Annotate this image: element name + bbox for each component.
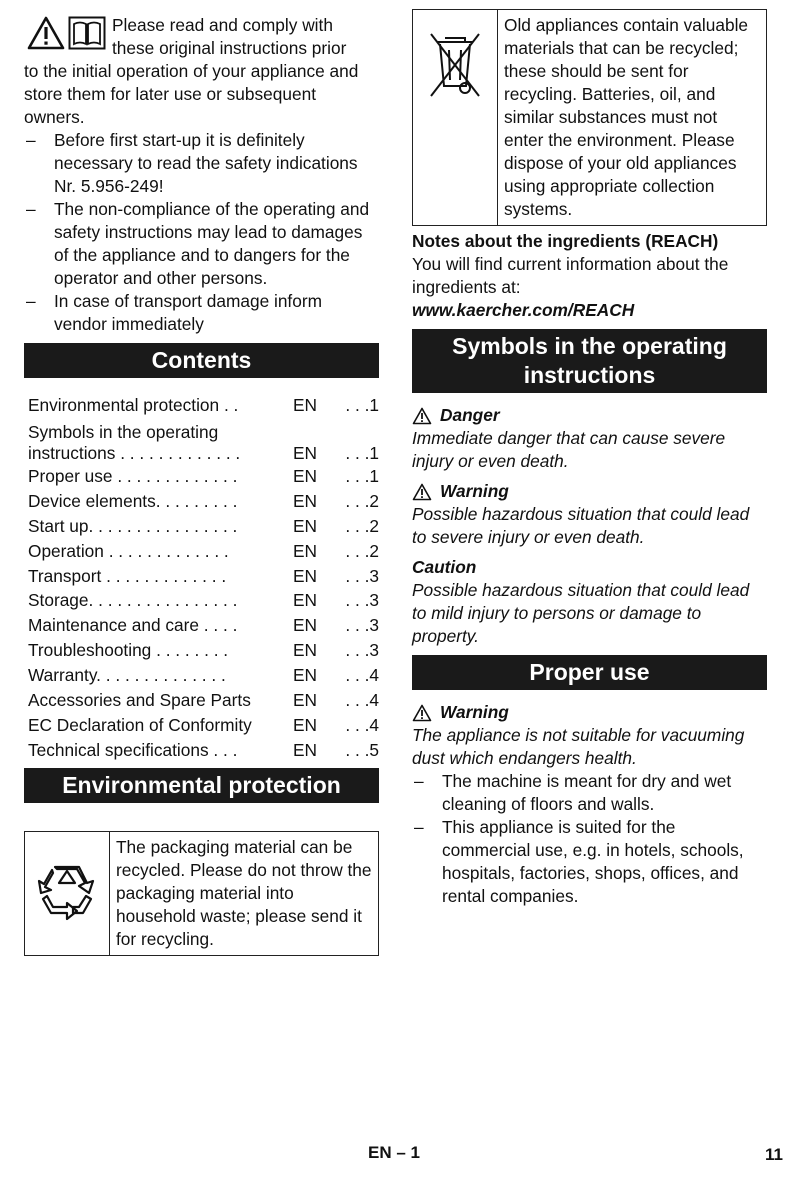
danger-triangle-icon (412, 407, 432, 425)
intro-block (24, 14, 379, 336)
proper-use-heading: Proper use (412, 655, 767, 690)
toc-lang: EN (293, 515, 318, 536)
warning-label: Warning (440, 481, 509, 501)
danger-label: Danger (440, 405, 500, 425)
toc-row[interactable] (28, 588, 379, 613)
toc-lang: EN (293, 739, 318, 760)
warning-heading (412, 480, 767, 503)
toc-page: . . .3 (345, 565, 379, 586)
toc-lang: EN (293, 465, 318, 486)
toc-lang: EN (293, 565, 318, 586)
toc-title: Proper use . . . . . . . . . . . . . (28, 465, 238, 486)
toc-row[interactable] (28, 738, 379, 763)
symbols-heading: Symbols in the operating instructions (412, 329, 767, 393)
toc-row[interactable] (28, 638, 379, 663)
toc-page: . . .2 (345, 490, 379, 511)
toc-page: . . .3 (345, 590, 379, 611)
intro-bullet: – The non-compliance of the operating and safety instructions may lead to damages of the appliance and to dangers for the operator and other persons. (24, 198, 379, 290)
toc-page: . . .4 (345, 690, 379, 711)
toc-page: . . .3 (345, 615, 379, 636)
reach-link[interactable]: www.kaercher.com/REACH (412, 300, 635, 320)
toc-row[interactable] (28, 713, 379, 738)
toc-title: Storage. . . . . . . . . . . . . . . . (28, 590, 238, 611)
recycling-box (24, 831, 379, 956)
warning-triangle-icon (412, 704, 432, 722)
toc-lang: EN (293, 690, 318, 711)
toc-row[interactable] (28, 464, 379, 489)
toc-title: Technical specifications . . . (28, 739, 238, 760)
recycling-text: The packaging material can be recycled. Please do not throw the packaging material into household waste; please send it for recycling. (109, 832, 378, 955)
toc-lang: EN (293, 490, 318, 511)
toc-page: . . .3 (345, 640, 379, 661)
toc-title: Troubleshooting . . . . . . . . (28, 640, 229, 661)
toc-row[interactable] (28, 514, 379, 539)
warning-triangle-icon (412, 483, 432, 501)
toc-page: . . .1 (345, 395, 379, 415)
toc-title: Transport . . . . . . . . . . . . . (28, 565, 227, 586)
proper-use-warning-text: The appliance is not suitable for vacuuming dust which endangers health. (412, 725, 745, 768)
danger-heading (412, 404, 767, 427)
toc-lang: EN (293, 442, 318, 463)
intro-rest: to the initial operation of your appliance and store them for later use or subsequent owners. (24, 61, 359, 127)
toc-lang: EN (293, 590, 318, 611)
crossed-out-bin-icon (427, 30, 483, 100)
warning-triangle-icon (27, 16, 65, 50)
weee-text: Old appliances contain valuable materials that can be recycled; these should be sent for recycling. Batteries, oil, and similar substances must not enter the environment. Please dispose of your old appliances using appropriate collection systems. (497, 10, 766, 225)
toc-row[interactable] (28, 489, 379, 514)
toc-row[interactable] (28, 422, 379, 464)
toc-page: . . .4 (345, 665, 379, 686)
toc-title: Environmental protection . . (28, 395, 239, 415)
proper-use-bullets (412, 770, 767, 908)
footer-page-number: 11 (765, 1145, 783, 1164)
right-column (412, 9, 767, 908)
read-manual-book-icon (68, 16, 106, 50)
toc-title: Maintenance and care . . . . (28, 615, 238, 636)
weee-box (412, 9, 767, 226)
recycling-icon-cell (25, 832, 109, 955)
toc-page: . . .2 (345, 540, 379, 561)
caution-text: Possible hazardous situation that could lead to mild injury to persons or damage to property. (412, 580, 750, 646)
toc-title: Start up. . . . . . . . . . . . . . . . (28, 515, 238, 536)
caution-label: Caution (412, 557, 477, 577)
toc-page: . . .2 (345, 515, 379, 536)
toc-lang: EN (293, 395, 318, 415)
toc-row[interactable] (28, 539, 379, 564)
intro-bullet: – In case of transport damage inform vendor immediately (24, 290, 379, 336)
toc-title: Symbols in the operating instructions . . . . . . . . . . . . . (28, 421, 241, 463)
table-of-contents (28, 393, 379, 763)
toc-lang: EN (293, 640, 318, 661)
toc-lang: EN (293, 540, 318, 561)
toc-page: . . .1 (345, 465, 379, 486)
proper-use-bullet: – This appliance is suited for the commercial use, e.g. in hotels, schools, hospitals, factories, shops, offices, and rental companies. (412, 816, 767, 908)
toc-row[interactable] (28, 613, 379, 638)
weee-icon-cell (413, 10, 497, 225)
toc-title: Warranty. . . . . . . . . . . . . . (28, 665, 226, 686)
toc-row[interactable] (28, 688, 379, 713)
danger-text: Immediate danger that can cause severe injury or even death. (412, 428, 726, 471)
toc-row[interactable] (28, 663, 379, 688)
toc-lang: EN (293, 714, 318, 735)
intro-bullets (24, 129, 379, 336)
footer-section-number: EN – 1 (368, 1143, 420, 1162)
toc-page: . . .1 (345, 442, 379, 463)
intro-line-1: Please read and comply with (112, 15, 333, 35)
toc-lang: EN (293, 665, 318, 686)
toc-page: . . .4 (345, 714, 379, 735)
intro-bullet: – Before first start-up it is definitely necessary to read the safety indications Nr. 5.956-249! (24, 129, 379, 198)
toc-title: Operation . . . . . . . . . . . . . (28, 540, 229, 561)
recycling-icon (33, 859, 101, 927)
intro-line-2: these original instructions prior (112, 38, 347, 58)
toc-row[interactable] (28, 393, 379, 418)
intro-icons (27, 16, 106, 50)
environmental-heading: Environmental protection (24, 768, 379, 803)
proper-use-warning-heading (412, 701, 767, 724)
contents-heading: Contents (24, 343, 379, 378)
reach-heading: Notes about the ingredients (REACH) (412, 231, 719, 251)
proper-use-bullet: – The machine is meant for dry and wet cleaning of floors and walls. (412, 770, 767, 816)
left-column (24, 14, 379, 956)
toc-page: . . .5 (345, 739, 379, 760)
toc-lang: EN (293, 615, 318, 636)
toc-title: Device elements. . . . . . . . . (28, 490, 238, 511)
toc-title: Accessories and Spare Parts (28, 690, 251, 711)
toc-row[interactable] (28, 564, 379, 589)
toc-title: EC Declaration of Conformity (28, 714, 252, 735)
warning-text: Possible hazardous situation that could lead to severe injury or even death. (412, 504, 750, 547)
reach-text: You will find current information about the ingredients at: (412, 254, 729, 297)
proper-use-warning-label: Warning (440, 702, 509, 722)
